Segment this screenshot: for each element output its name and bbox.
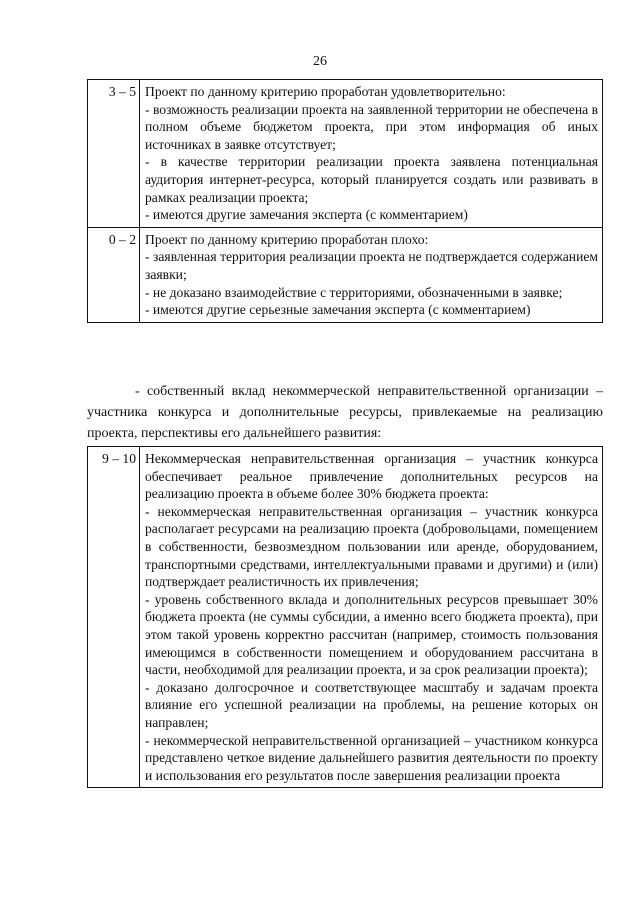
table-row (88, 447, 603, 788)
criteria-table-own-contribution (87, 446, 603, 788)
criteria-line: - имеются другие замечания эксперта (с комментарием) (145, 207, 468, 223)
table-row (88, 227, 603, 322)
criteria-line: - имеются другие серьезные замечания эксперта (с комментарием) (145, 302, 531, 318)
description-cell (140, 227, 603, 322)
table-row (88, 80, 603, 228)
score-cell: 0 – 2 (88, 227, 140, 322)
criteria-table-territory (87, 79, 603, 323)
criteria-line: - некоммерческая неправительственная организация – участник конкурса располагает ресурсами на реализацию проекта (добровольцами, помещением в собственности, безвозмездном пользовании или аренде, оборудованием, транспортными средствами, интеллектуальными правами и другими) и (или) подтверждает реалистичность их привлечения; (145, 503, 598, 590)
criteria-line: Проект по данному критерию проработан удовлетворительно: (145, 84, 506, 99)
page-number: 26 (313, 54, 327, 69)
intro-paragraph: - собственный вклад некоммерческой неправительственной организации – участника конкурса и дополнительные ресурсы, привлекаемые на реализацию проекта, перспективы его дальнейшего развития: (87, 384, 603, 441)
criteria-line: - заявленная территория реализации проекта не подтверждается содержанием заявки; (145, 249, 598, 282)
description-cell (140, 447, 603, 788)
criteria-line: - возможность реализации проекта на заявленной территории не обеспечена в полном объеме бюджетом проекта, при этом информация об иных источниках в заявке отсутствует; (145, 101, 598, 152)
description-cell (140, 80, 603, 228)
criteria-line: - уровень собственного вклада и дополнительных ресурсов превышает 30% бюджета проекта (не суммы субсидии, а именно всего бюджета проекта), при этом такой уровень корректно рассчитан (например, стоимость пользования имеющимся в собственности помещением и оборудованием рассчитана в части, необходимой для реализации проекта, и за срок реализации проекта); (145, 591, 598, 678)
criteria-line: - некоммерческой неправительственной организацией – участником конкурса представлено четкое видение дальнейшего развития деятельности по проекту и использования его результатов после завершения реализации проекта (145, 732, 598, 783)
score-cell: 9 – 10 (88, 447, 140, 788)
score-cell: 3 – 5 (88, 80, 140, 228)
criteria-line: - в качестве территории реализации проекта заявлена потенциальная аудитория интернет-ресурса, который планируется создать или развивать в рамках реализации проекта; (145, 154, 598, 205)
criteria-line: Некоммерческая неправительственная организация – участник конкурса обеспечивает реальное привлечение дополнительных ресурсов на реализацию проекта в объеме более 30% бюджета проекта: (145, 451, 598, 502)
criteria-line: Проект по данному критерию проработан плохо: (145, 231, 429, 247)
criteria-line: - не доказано взаимодействие с территориями, обозначенными в заявке; (145, 284, 563, 300)
criteria-line: - доказано долгосрочное и соответствующее масштабу и задачам проекта влияние его успешной реализации на проблемы, на решение которых он направлен; (145, 679, 598, 730)
